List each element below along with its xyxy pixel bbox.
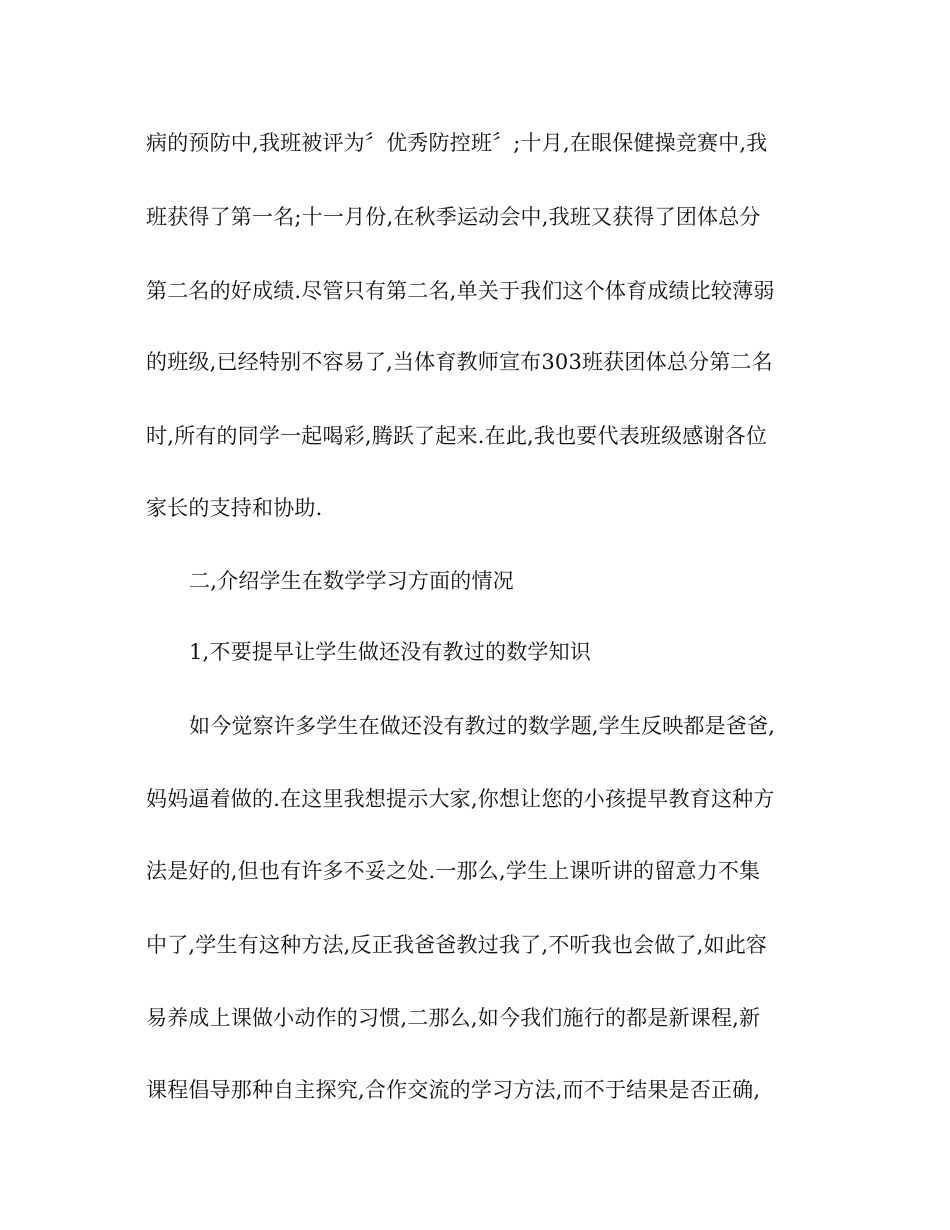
text-line-4: 的班级,已经特别不容易了,当体育教师宣布303班获团体总分第二名 bbox=[146, 350, 773, 374]
text-line-9: 如今觉察许多学生在做还没有教过的数学题,学生反映都是爸爸, bbox=[189, 714, 776, 738]
text-line-6: 家长的支持和协助. bbox=[146, 496, 323, 520]
text-line-10: 妈妈逼着做的.在这里我想提示大家,你想让您的小孩提早教育这种方 bbox=[146, 787, 775, 811]
text-line-12: 中了,学生有这种方法,反正我爸爸教过我了,不听我也会做了,如此容 bbox=[146, 933, 768, 957]
text-line-1: 病的预防中,我班被评为〞优秀防控班〞;十月,在眼保健操竞赛中,我 bbox=[146, 131, 768, 155]
subsection-heading: 1,不要提早让学生做还没有教过的数学知识 bbox=[189, 640, 592, 664]
text-line-11: 法是好的,但也有许多不妥之处.一那么,学生上课听讲的留意力不集 bbox=[146, 859, 761, 883]
section-heading: 二,介绍学生在数学学习方面的情况 bbox=[189, 569, 514, 593]
text-line-14: 课程倡导那种自主探究,合作交流的学习方法,而不于结果是否正确, bbox=[146, 1078, 761, 1102]
text-line-2: 班获得了第一名;十一月份,在秋季运动会中,我班又获得了团体总分 bbox=[146, 205, 761, 229]
text-line-3: 第二名的好成绩.尽管只有第二名,单关于我们这个体育成绩比较薄弱 bbox=[146, 279, 775, 303]
text-line-13: 易养成上课做小动作的习惯,二那么,如今我们施行的都是新课程,新 bbox=[146, 1006, 761, 1030]
text-line-5: 时,所有的同学一起喝彩,腾跃了起来.在此,我也要代表班级感谢各位 bbox=[146, 424, 768, 448]
